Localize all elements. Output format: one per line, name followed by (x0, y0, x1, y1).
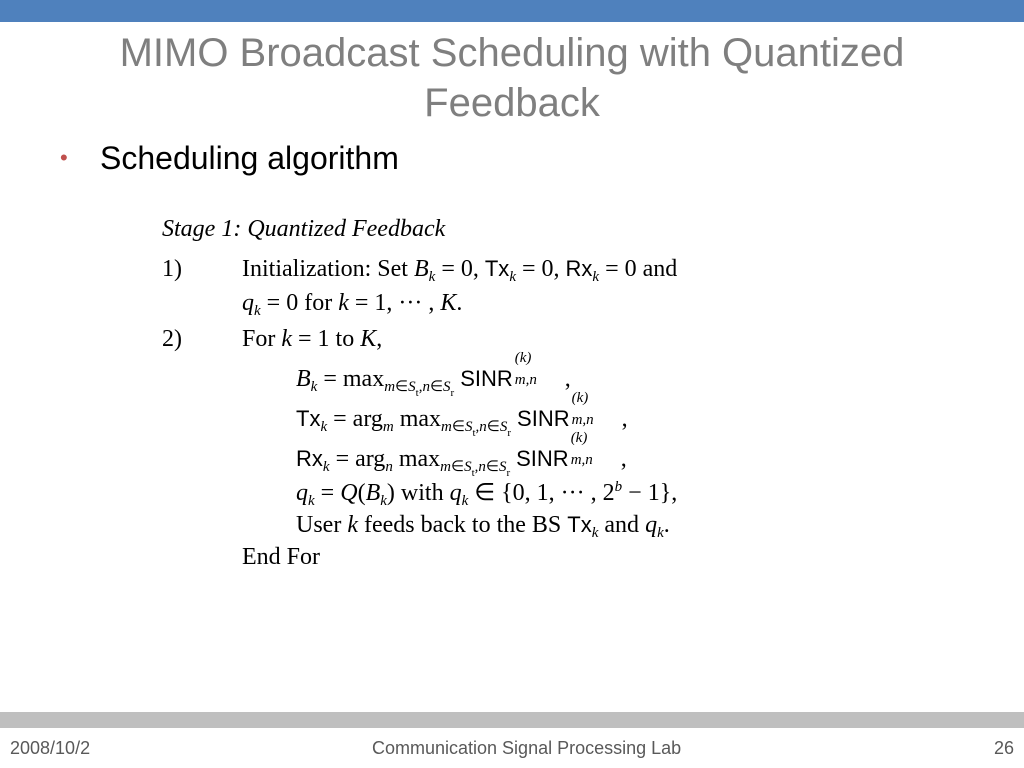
slide-title: MIMO Broadcast Scheduling with Quantized Feedback (119, 31, 905, 125)
page-number: 26 (993, 738, 1014, 758)
step-1-number: 1) (162, 256, 182, 282)
footer-date: 2008/10/2 (10, 738, 91, 758)
step-2-line-q: $q_k = Q(B_k)$ with $q_k$ ∈ {0, 1, ··· , $2^b - 1$}, (296, 479, 678, 509)
step-2-line-user: User k feeds back to the BS $Tx_k$ and $q_k$. (296, 512, 670, 541)
bullet-text: Scheduling algorithm (100, 140, 399, 176)
bullet-dot-icon: • (60, 145, 68, 170)
bullet-item (60, 136, 399, 180)
top-accent-bar (0, 0, 1024, 22)
bottom-accent-bar (0, 712, 1024, 728)
footer-lab-name: Communication Signal Processing Lab (372, 738, 682, 758)
step-2-line-tx: $Tx_k = arg_m$ $\max_{m\in S_t,n\in S_r}$ SINR (k) m,n , (296, 390, 628, 439)
stage-title: Stage 1: Quantized Feedback (162, 216, 446, 242)
end-for: End For (242, 544, 320, 570)
step-2-line-rx: $Rx_k = arg_n$ $\max_{m\in S_t,n\in S_r}$ SINR (k) m,n , (296, 430, 627, 479)
step-2-for: For k = 1 to K, (242, 326, 383, 352)
step-1-line-2: $q_k = 0$ for k = 1, ··· , K. (242, 290, 463, 319)
step-2-number: 2) (162, 326, 182, 352)
step-1-line-1: Initialization: Set $B_k = 0$, $Tx_k = 0$, $Rx_k = 0$ and (242, 256, 678, 285)
step-2-line-b: $B_k = \max_{m\in S_t,n\in S_r}$ SINR (k) m,n , (296, 350, 571, 399)
